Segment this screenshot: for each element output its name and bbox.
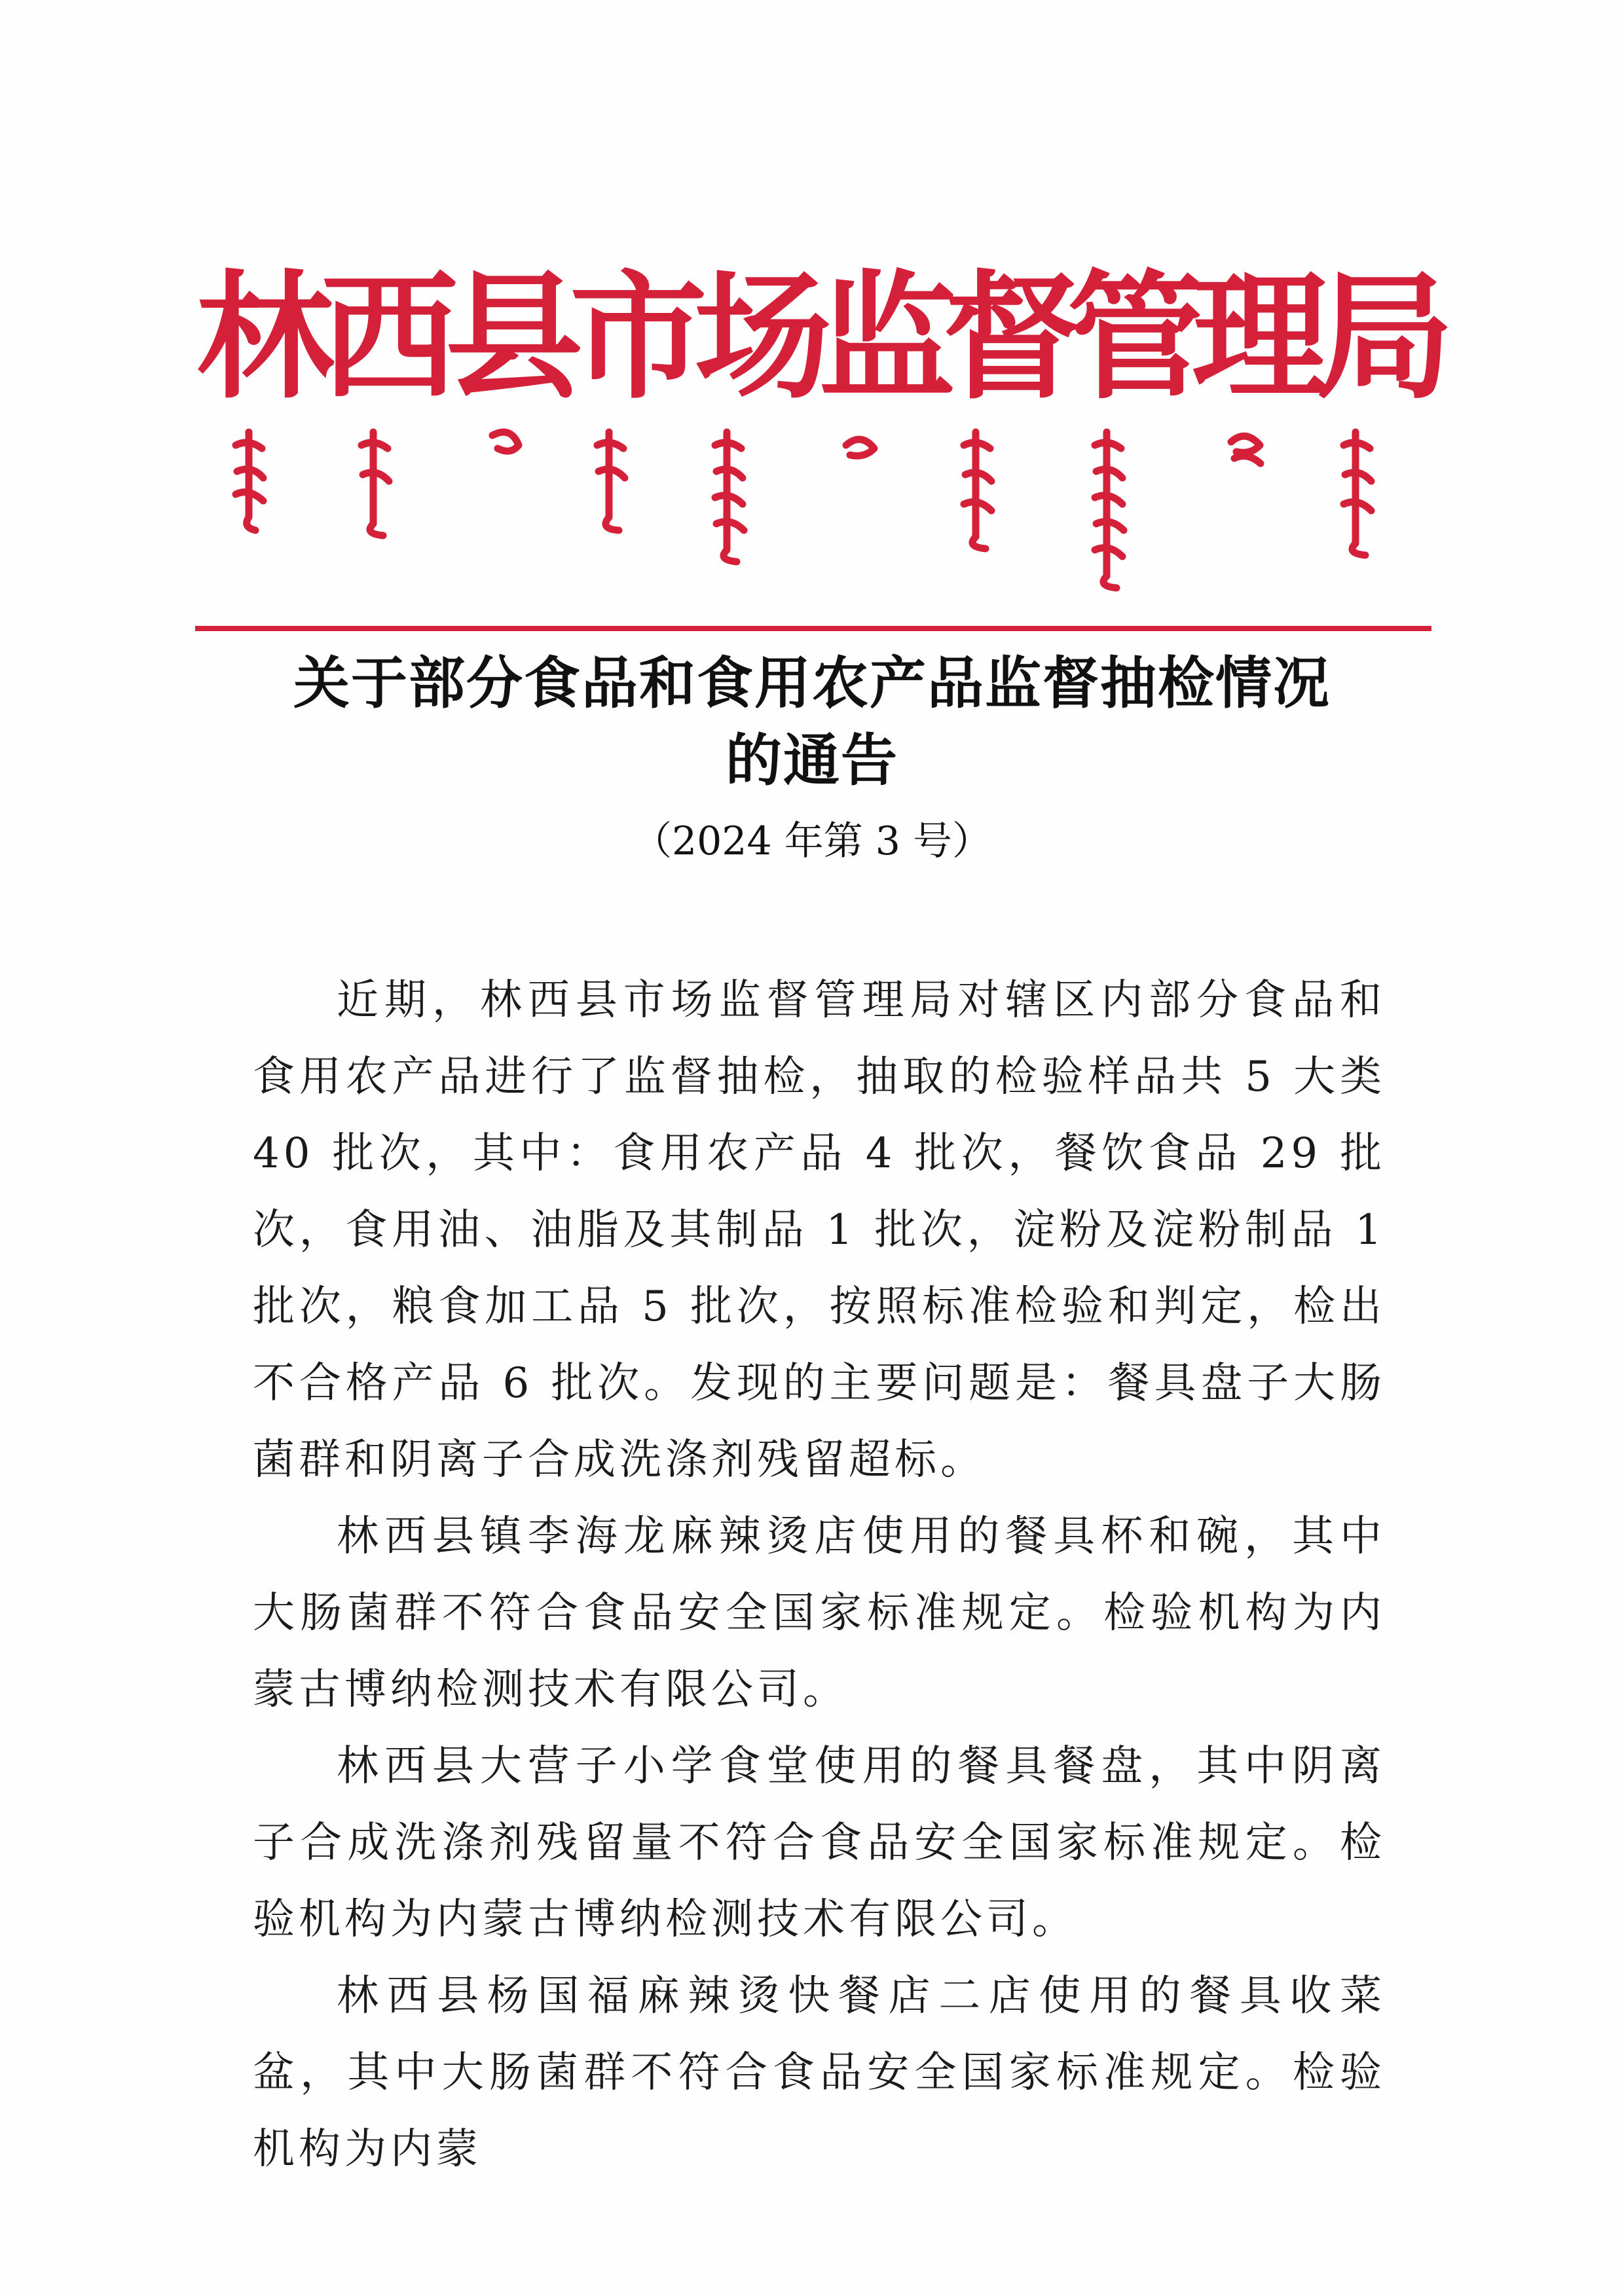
header-char: 督 (943, 256, 1081, 418)
body-paragraph: 林西县杨国福麻辣烫快餐店二店使用的餐具收菜盆，其中大肠菌群不符合食品安全国家标准规定。检验机构为内蒙 (253, 1972, 1386, 2174)
header-char: 林 (196, 256, 335, 418)
document-title-line-1: 关于部分食品和食用农产品监督抽检情况 (293, 650, 1331, 716)
header-char: 管 (1067, 256, 1206, 418)
header-char: 西 (321, 256, 459, 418)
header-char: 市 (570, 256, 708, 418)
document-title-line-2: 的通告 (726, 727, 898, 793)
issuing-authority-title (196, 256, 1454, 418)
document-title (196, 645, 1428, 799)
document-number: （2024 年第 3 号） (632, 818, 992, 864)
header-char: 县 (445, 256, 583, 418)
header-char: 局 (1316, 256, 1454, 418)
body-paragraph: 近期，林西县市场监督管理局对辖区内部分食品和食用农产品进行了监督抽检，抽取的检验样品共 5 大类 40 批次，其中：食用农产品 4 批次，餐饮食品 29 批次，食用油、油脂及其制品 1 批次，淀粉及淀粉制品 1 批次，粮食加工品 5 批次，按照标准检验和判定，检出不合格产品 6 批次。发现的主要问题是：餐具盘子大肠菌群和阴离子合成洗涤剂残留超标。 (253, 976, 1386, 1484)
body-paragraph: 林西县大营子小学食堂使用的餐具餐盘，其中阴离子合成洗涤剂残留量不符合食品安全国家标准规定。检验机构为内蒙古博纳检测技术有限公司。 (253, 1742, 1386, 1944)
header-char: 监 (819, 256, 957, 418)
body-paragraph: 林西县镇李海龙麻辣烫店使用的餐具杯和碗，其中大肠菌群不符合食品安全国家标准规定。检验机构为内蒙古博纳检测技术有限公司。 (253, 1512, 1386, 1714)
header-char: 场 (694, 256, 832, 418)
header-char: 理 (1192, 256, 1330, 418)
mongolian-script-graphic (223, 419, 1388, 596)
header-divider-rule (195, 626, 1431, 631)
mongolian-script-title (223, 419, 1388, 596)
document-body (253, 962, 1386, 2188)
